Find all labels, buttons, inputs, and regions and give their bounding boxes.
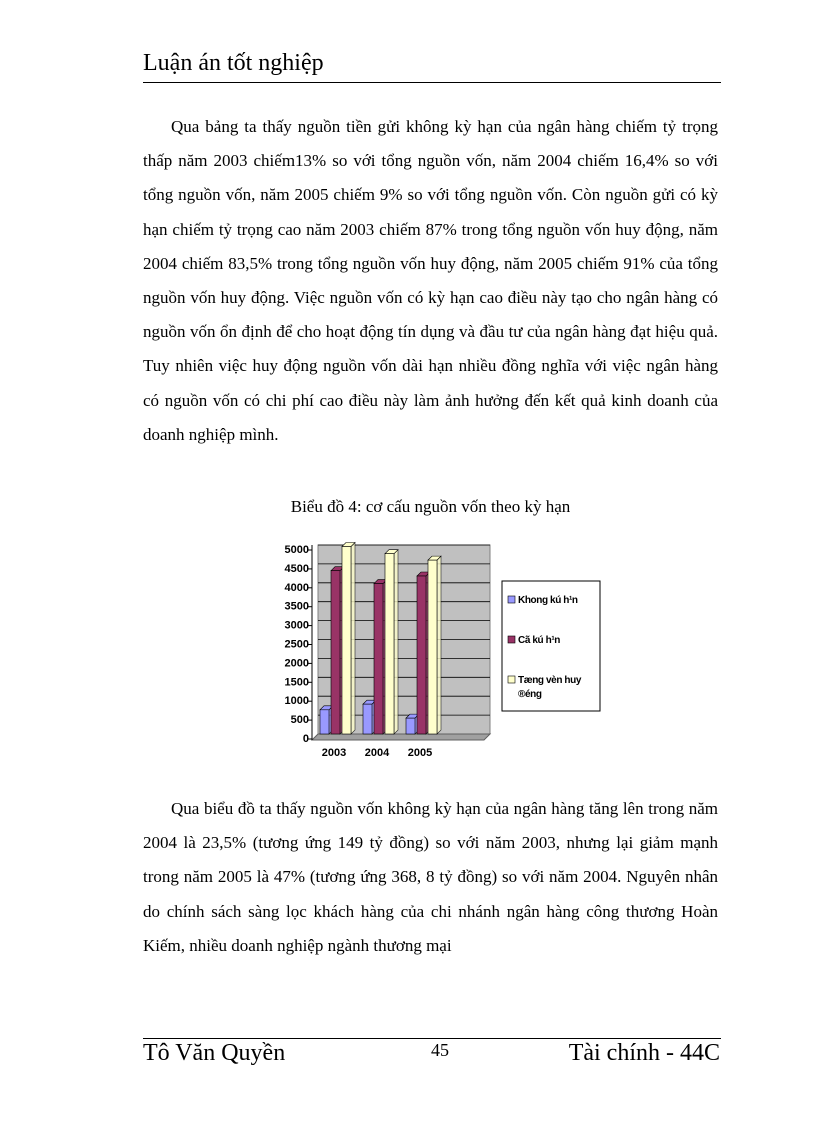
bar: [428, 556, 441, 734]
x-tick-label: 2003: [321, 747, 347, 759]
y-tick-label: 2000: [284, 657, 309, 670]
footer-author: Tô Văn Quyền: [143, 1040, 286, 1066]
legend-label: Khong kú h¹n: [518, 595, 578, 606]
legend-label-cont: ®éng: [518, 689, 542, 700]
header-rule: [143, 82, 721, 83]
bar: [342, 543, 355, 734]
legend-label: Tæng vèn huy: [518, 675, 581, 686]
x-tick-label: 2005: [407, 747, 433, 759]
footer-rule: [143, 1038, 721, 1039]
paragraph-1-block: [143, 110, 718, 452]
legend-label: Cã kú h¹n: [518, 635, 560, 646]
y-tick-label: 3500: [284, 600, 309, 613]
paragraph-2-block: [143, 792, 718, 963]
footer-class: Tài chính - 44C: [568, 1040, 720, 1066]
legend-entry: [508, 595, 578, 606]
plot-floor: [312, 734, 490, 740]
y-tick-label: 0: [302, 733, 309, 745]
x-tick-label: 2004: [364, 747, 390, 759]
chart: [282, 536, 612, 766]
chart-caption: Biểu đồ 4: cơ cấu nguồn vốn theo kỳ hạn: [290, 497, 571, 516]
bar: [385, 550, 398, 734]
y-tick-label: 5000: [284, 544, 309, 556]
paragraph-2: Qua biểu đồ ta thấy nguồn vốn không kỳ hạn của ngân hàng tăng lên trong năm 2004 là 23,5% (tương ứng 149 tỷ đồng) so với năm 2003, nhưng lại giảm mạnh trong năm 2005 là 47% (tương ứng 368, 8 tỷ đồng) so với năm 2004. Nguyên nhân do chính sách sàng lọc khách hàng của chi nhánh ngân hàng công thương Hoàn Kiếm, nhiều doanh nghiệp ngành thương mại: [143, 799, 718, 955]
y-tick-label: 1500: [284, 676, 309, 689]
y-tick-label: 4000: [284, 581, 309, 594]
paragraph-1: Qua bảng ta thấy nguồn tiền gửi không kỳ hạn của ngân hàng chiếm tỷ trọng thấp năm 2003 chiếm13% so với tổng nguồn vốn, năm 2004 chiếm 16,4% so với tổng nguồn vốn, năm 2005 chiếm 9% so với tổng nguồn vốn. Còn nguồn gửi có kỳ hạn chiếm tỷ trọng cao năm 2003 chiếm 87% trong tổng nguồn vốn huy động, năm 2004 chiếm 83,5% trong tổng nguồn vốn huy động, năm 2005 chiếm 91% của tổng nguồn vốn huy động. Việc nguồn vốn có kỳ hạn cao điều này tạo cho ngân hàng có nguồn vốn ổn định để cho hoạt động tín dụng và đầu tư của ngân hàng đạt hiệu quả. Tuy nhiên việc huy động nguồn vốn dài hạn nhiều đồng nghĩa với việc ngân hàng có nguồn vốn có chi phí cao điều này làm ảnh hưởng đến kết quả kinh doanh của doanh nghiệp mình.: [143, 117, 718, 444]
y-tick-label: 500: [290, 714, 309, 727]
y-tick-label: 1000: [284, 695, 309, 708]
y-tick-label: 4500: [284, 562, 309, 575]
page-number: 45: [431, 1040, 449, 1060]
y-tick-label: 2500: [284, 638, 309, 651]
y-tick-label: 3000: [284, 619, 309, 632]
header-title: Luận án tốt nghiệp: [143, 50, 324, 76]
